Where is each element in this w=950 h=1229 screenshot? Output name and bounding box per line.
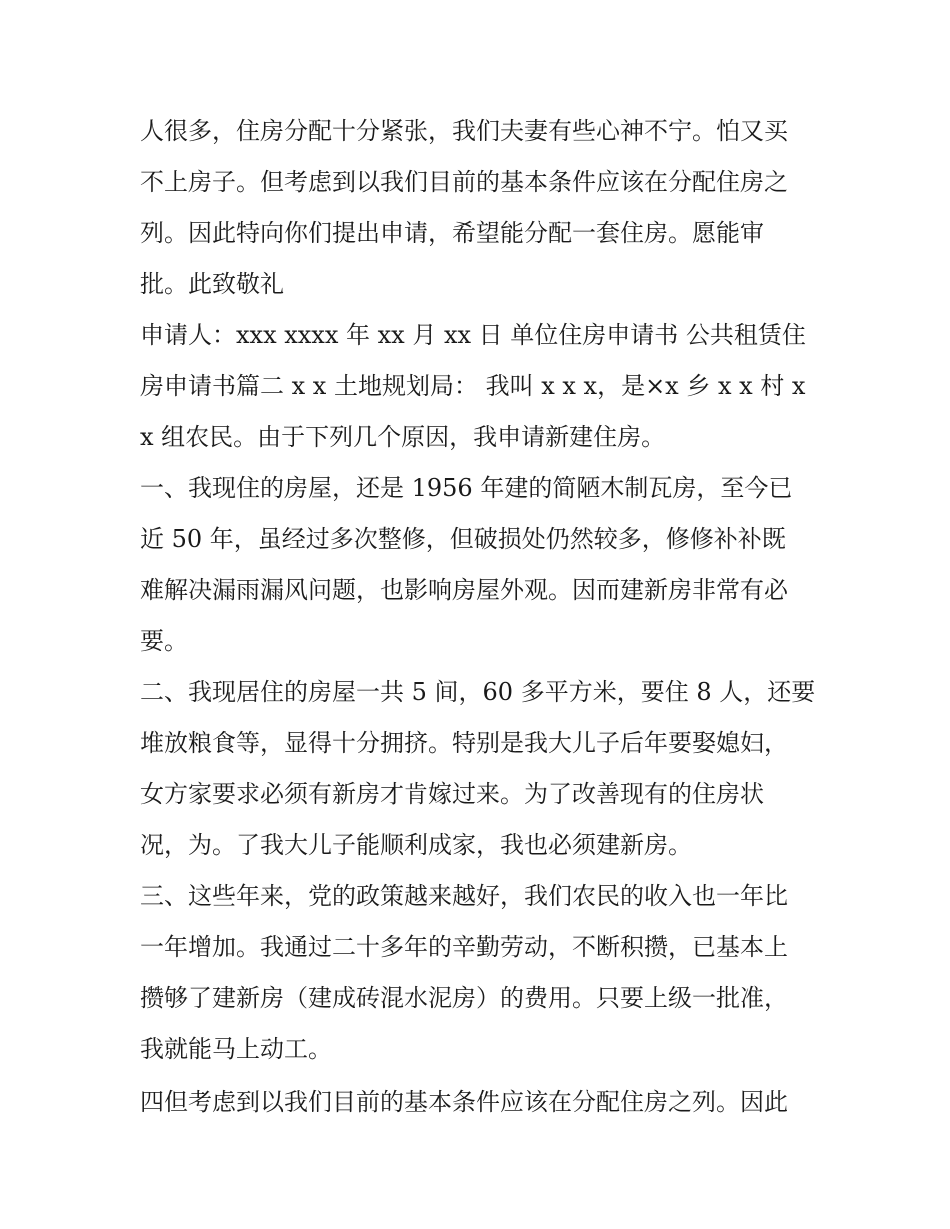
text-line: 不上房子。但考虑到以我们目前的基本条件应该在分配住房之 bbox=[140, 168, 788, 196]
text-line: 三、这些年来，党的政策越来越好，我们农民的收入也一年比 bbox=[140, 882, 788, 910]
text-line: 四但考虑到以我们目前的基本条件应该在分配住房之列。因此 bbox=[140, 1088, 788, 1116]
text-line: 况，为。了我大儿子能顺利成家，我也必须建新房。 bbox=[140, 831, 692, 859]
text-line: 攒够了建新房（建成砖混水泥房）的费用。只要上级一批准， bbox=[140, 984, 788, 1012]
text-line: 批。此致敬礼 bbox=[140, 270, 284, 298]
text-line: 女方家要求必须有新房才肯嫁过来。为了改善现有的住房状 bbox=[140, 780, 764, 808]
text-line: 列。因此特向你们提出申请，希望能分配一套住房。愿能审 bbox=[140, 219, 764, 247]
document-body bbox=[140, 106, 820, 1128]
text-line: 堆放粮食等，显得十分拥挤。特别是我大儿子后年要娶媳妇， bbox=[140, 729, 788, 757]
text-line: 近 50 年，虽经过多次整修，但破损处仍然较多，修修补补既 bbox=[140, 525, 786, 553]
text-line: 人很多，住房分配十分紧张，我们夫妻有些心神不宁。怕又买 bbox=[140, 117, 788, 145]
text-line: 要。 bbox=[140, 627, 188, 655]
text-line: 难解决漏雨漏风问题，也影响房屋外观。因而建新房非常有必 bbox=[140, 576, 788, 604]
text-line: 一、我现住的房屋，还是 1956 年建的简陋木制瓦房，至今已 bbox=[140, 474, 793, 502]
text-line: 房申请书篇二 x x 土地规划局： 我叫 x x x，是×x 乡 x x 村 x bbox=[140, 372, 806, 400]
text-line: 我就能马上动工。 bbox=[140, 1035, 332, 1063]
text-line: 二、我现居住的房屋一共 5 间，60 多平方米，要住 8 人，还要 bbox=[140, 678, 816, 706]
text-line: 一年增加。我通过二十多年的辛勤劳动，不断积攒，已基本上 bbox=[140, 933, 788, 961]
text-line: 申请人：xxx xxxx 年 xx 月 xx 日 单位住房申请书 公共租赁住 bbox=[140, 321, 806, 349]
text-line: x 组农民。由于下列几个原因，我申请新建住房。 bbox=[140, 423, 666, 451]
